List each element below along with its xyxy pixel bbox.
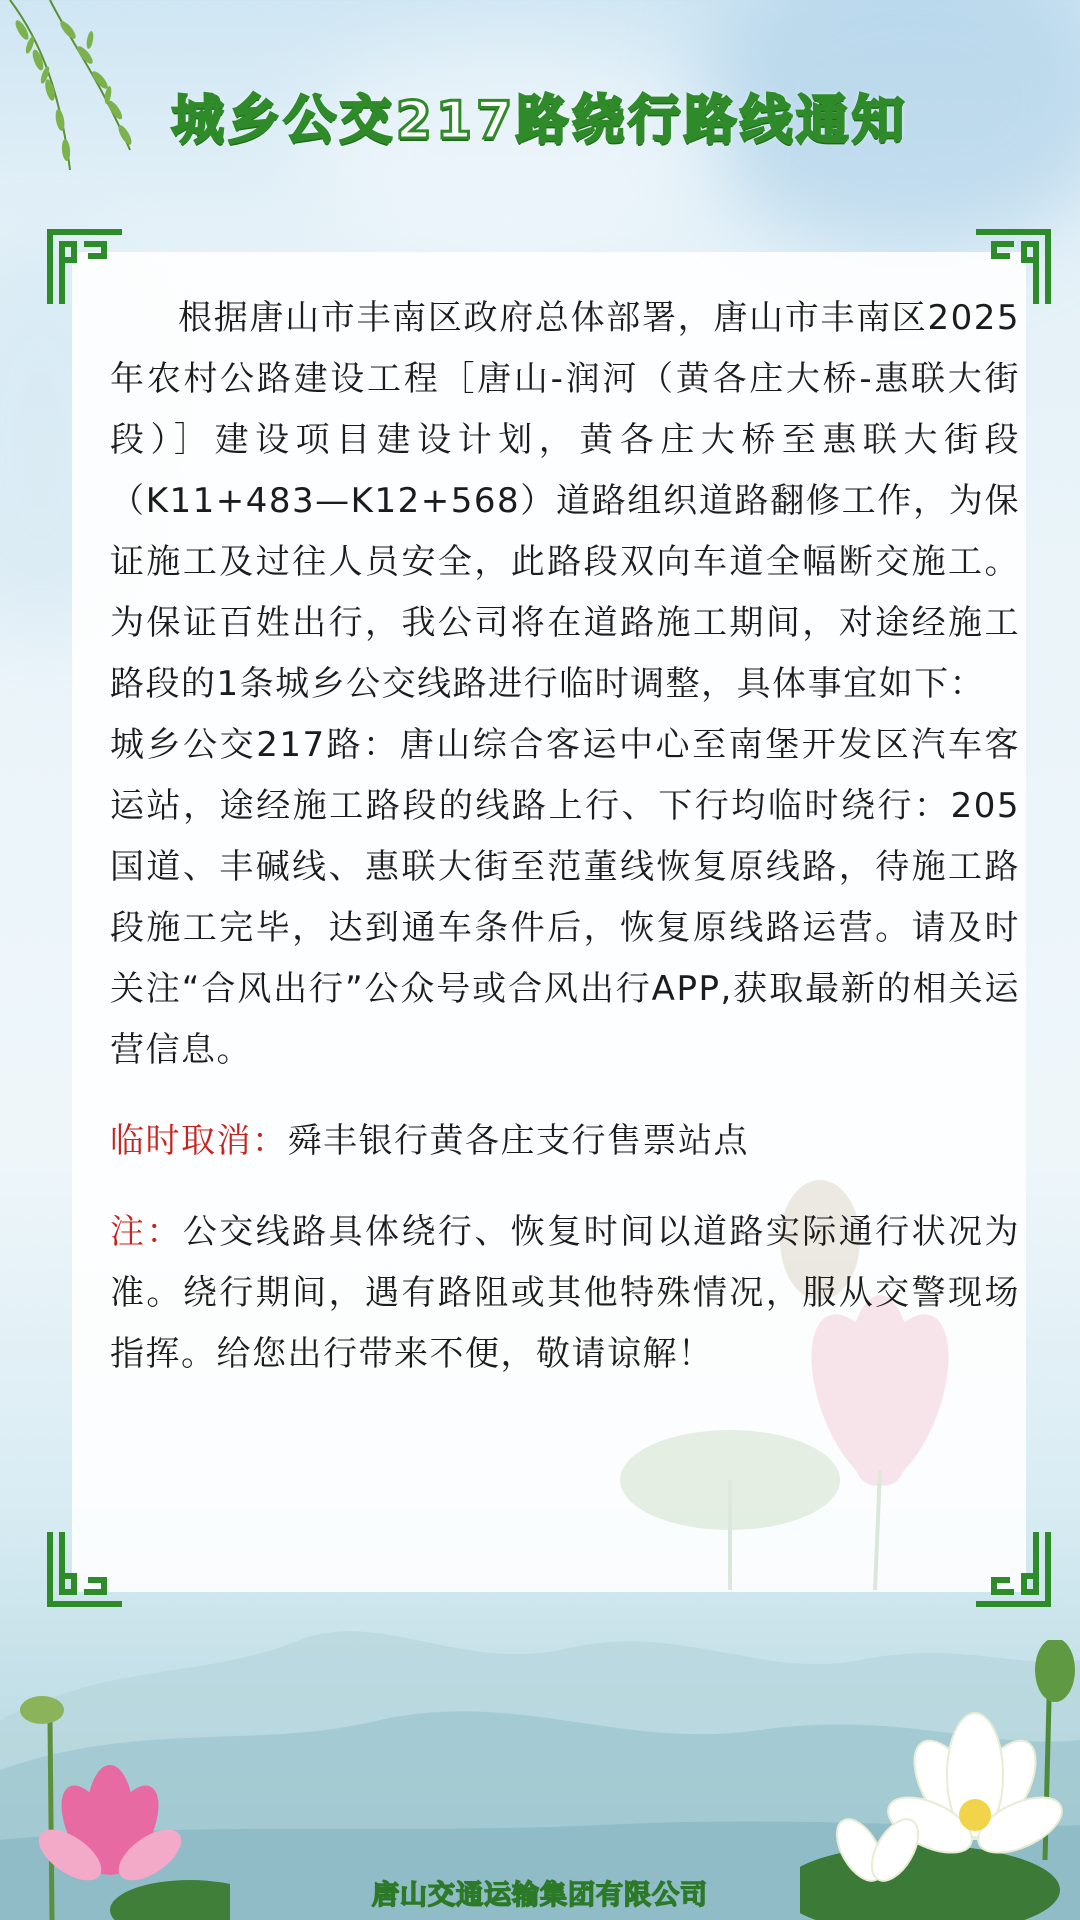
note-text: 公交线路具体绕行、恢复时间以道路实际通行状况为准。绕行期间，遇有路阻或其他特殊情况，服从交警现场指挥。给您出行带来不便，敬请谅解！ [110,1212,1020,1374]
notice-paragraph-intro: 根据唐山市丰南区政府总体部署，唐山市丰南区2025年农村公路建设工程［唐山-润河（黄各庄大桥-惠联大街段）］建设项目建设计划，黄各庄大桥至惠联大街段（K11+483—K12+568）道路组织道路翻修工作，为保证施工及过往人员安全，此路段双向车道全幅断交施工。为保证百姓出行，我公司将在道路施工期间，对途经施工路段的1条城乡公交线路进行临时调整，具体事宜如下： [110,298,1020,704]
note-label: 注： [110,1212,183,1252]
cancel-label: 临时取消： [110,1121,288,1161]
cancel-text: 舜丰银行黄各庄支行售票站点 [287,1121,749,1161]
frame-corner-bottom-right [974,1530,1054,1610]
cancel-line [110,1111,1020,1172]
note-line [110,1202,1020,1385]
company-name: 唐山交通运输集团有限公司 [372,1880,708,1911]
page-title: 城乡公交217路绕行路线通知 [171,91,909,151]
notice-paragraph-route: 城乡公交217路：唐山综合客运中心至南堡开发区汽车客运站，途经施工路段的线路上行、下行均临时绕行：205国道、丰碱线、惠联大街至范董线恢复原线路，待施工路段施工完毕，达到通车条件后，恢复原线路运营。请及时关注“合风出行”公众号或合风出行APP,获取最新的相关运营信息。 [110,725,1020,1070]
frame-corner-bottom-left [44,1530,124,1610]
notice-body [110,288,1020,1385]
